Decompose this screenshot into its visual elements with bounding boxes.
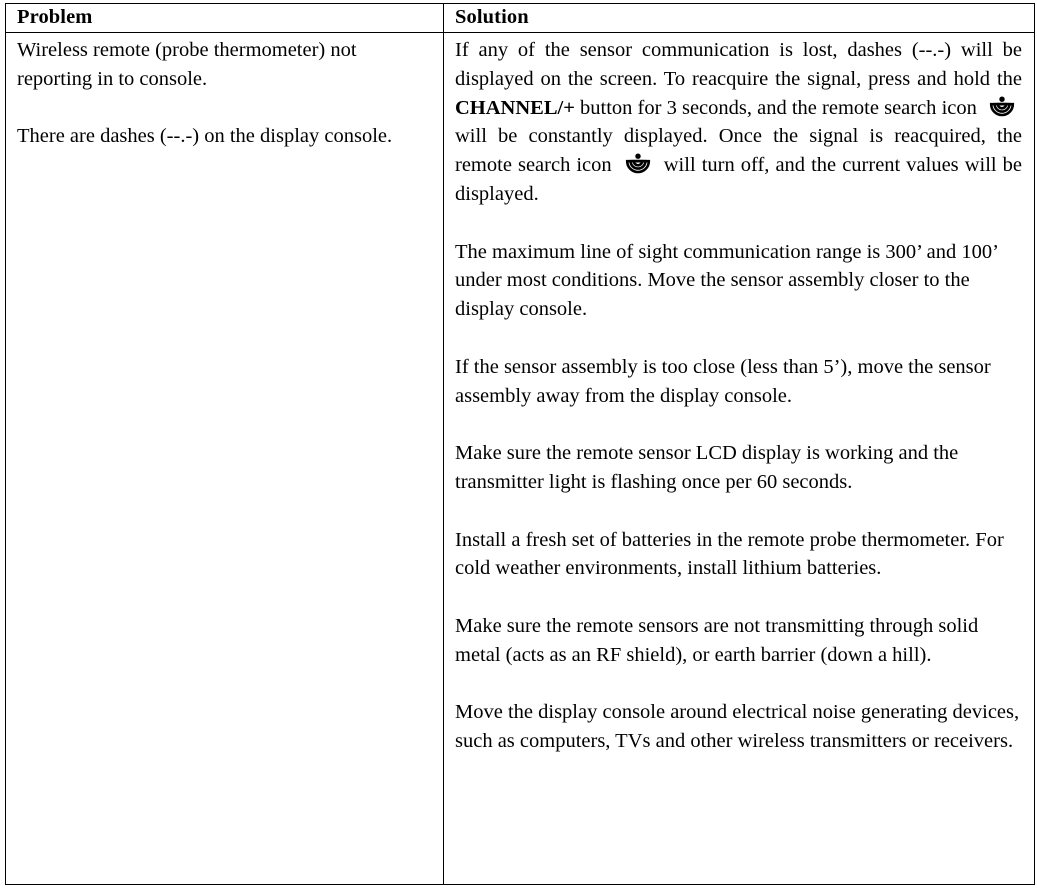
remote-search-icon — [985, 96, 1019, 118]
channel-plus-button-label: CHANNEL/+ — [455, 96, 575, 119]
table-row — [6, 33, 1035, 885]
solution-paragraph-4: Make sure the remote sensor LCD display is working and the transmitter light is flashing once per 60 seconds. — [455, 442, 959, 493]
solution-text-part-4: will turn off, and the current values will be displayed. — [455, 154, 1022, 205]
solution-paragraph-7: Move the display console around electrical noise generating devices, such as computers, TVs and other wireless transmitters or receivers. — [455, 701, 1020, 753]
solution-text-part-2: button for 3 seconds, and the remote search icon — [574, 96, 982, 119]
solution-paragraph-6: Make sure the remote sensors are not transmitting through solid metal (acts as an RF shield), or earth barrier (down a hill). — [455, 614, 979, 666]
troubleshooting-table — [5, 3, 1035, 885]
solution-text-part-1: If any of the sensor communication is lost, dashes (--.-) will be displayed on the screen. To reacquire the signal, press and hold the — [455, 39, 1022, 90]
solution-paragraph-5: Install a fresh set of batteries in the remote probe thermometer. For cold weather environments, install lithium batteries. — [455, 528, 1004, 580]
solution-paragraph-3: If the sensor assembly is too close (less than 5’), move the sensor assembly away from the display console. — [455, 355, 991, 407]
table-header-row — [6, 4, 1035, 33]
solution-paragraph-1 — [455, 36, 1022, 209]
problem-paragraph-2: There are dashes (--.-) on the display console. — [17, 125, 393, 148]
solution-text-part-3: will be constantly displayed. Once the signal is reacquired, the remote search icon — [455, 125, 1022, 177]
solution-cell — [444, 33, 1035, 885]
remote-search-icon — [621, 153, 655, 175]
column-header-problem: Problem — [6, 4, 444, 33]
solution-paragraph-2: The maximum line of sight communication range is 300’ and 100’ under most conditions. Move the sensor assembly closer to the display console. — [455, 240, 998, 321]
column-header-solution: Solution — [444, 4, 1035, 33]
problem-paragraph-1: Wireless remote (probe thermometer) not reporting in to console. — [17, 39, 357, 90]
problem-cell — [6, 33, 444, 885]
